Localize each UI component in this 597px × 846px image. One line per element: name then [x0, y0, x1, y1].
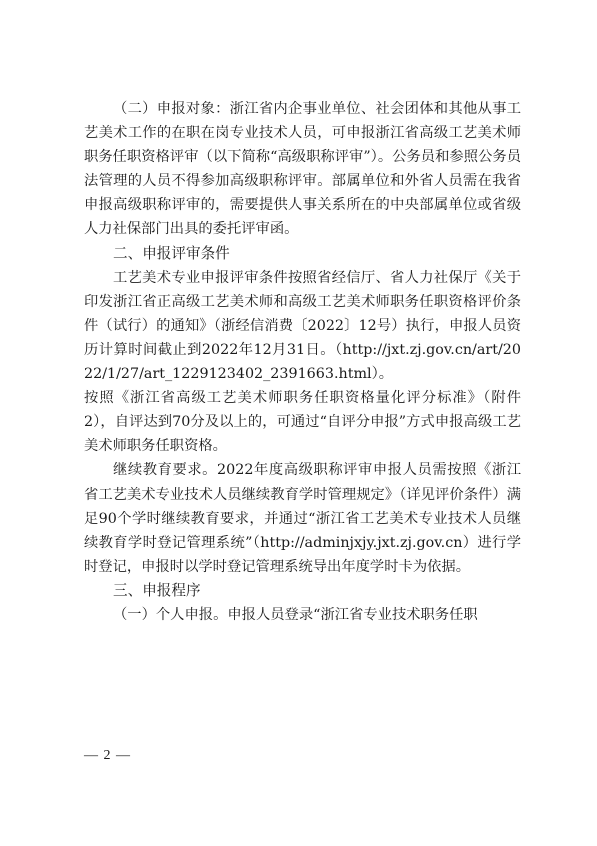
applicant-scope-paragraph: [84, 97, 521, 242]
self-score-paragraph: 按照《浙江省高级工艺美术师职务任职资格量化评分标准》（附件2），自评达到70分及以上的，可通过“自评分申报”方式申报高级工艺美术师职务任职资格。: [84, 390, 521, 455]
individual-application-text: 申报人员登录“浙江省专业技术职务任职: [227, 606, 478, 623]
conditions-text: 工艺美术专业申报评审条件按照省经信厅、省人力社保厅《关于印发浙江省正高级工艺美术师和高级工艺美术师职务任职资格评价条件（试行）的通知》（浙经信消费〔2022〕12号）执行，申报人员资历计算时间截止到2022年12月31日。: [84, 269, 521, 358]
applicant-scope-label: （二）申报对象：: [113, 101, 230, 117]
individual-application-label: （一）个人申报。: [113, 606, 228, 623]
section-heading-review-conditions: 二、申报评审条件: [113, 244, 230, 262]
document-body: [84, 97, 521, 627]
individual-application-paragraph: [84, 603, 521, 627]
conditions-url: （http://jxt.zj.gov.cn/art/2022/1/27/art_1229123402_2391663.html）。: [84, 341, 521, 383]
page-number: — 2 —: [84, 748, 131, 763]
continuing-education-paragraph: 继续教育要求。2022年度高级职称评审申报人员需按照《浙江省工艺美术专业技术人员继续教育学时管理规定》（详见评价条件）满足90个学时继续教育要求，并通过“浙江省工艺美术专业技术人员继续教育学时登记管理系统”（http://adminjxjy.jxt.zj.gov.cn）进行学时登记，申报时以学时登记管理系统导出年度学时卡为依据。: [84, 462, 521, 575]
section-heading-procedure: 三、申报程序: [113, 581, 201, 599]
applicant-scope-text: 浙江省内企事业单位、社会团体和其他从事工艺美术工作的在职在岗专业技术人员，可申报浙江省高级工艺美术师职务任职资格评审（以下简称“高级职称评审”）。公务员和参照公务员法管理的人员不得参加高级职称评审。部属单位和外省人员需在我省申报高级职称评审的，需要提供人事关系所在的中央部属单位或省级人力社保部门出具的委托评审函。: [84, 101, 522, 238]
conditions-paragraph: [84, 266, 521, 386]
